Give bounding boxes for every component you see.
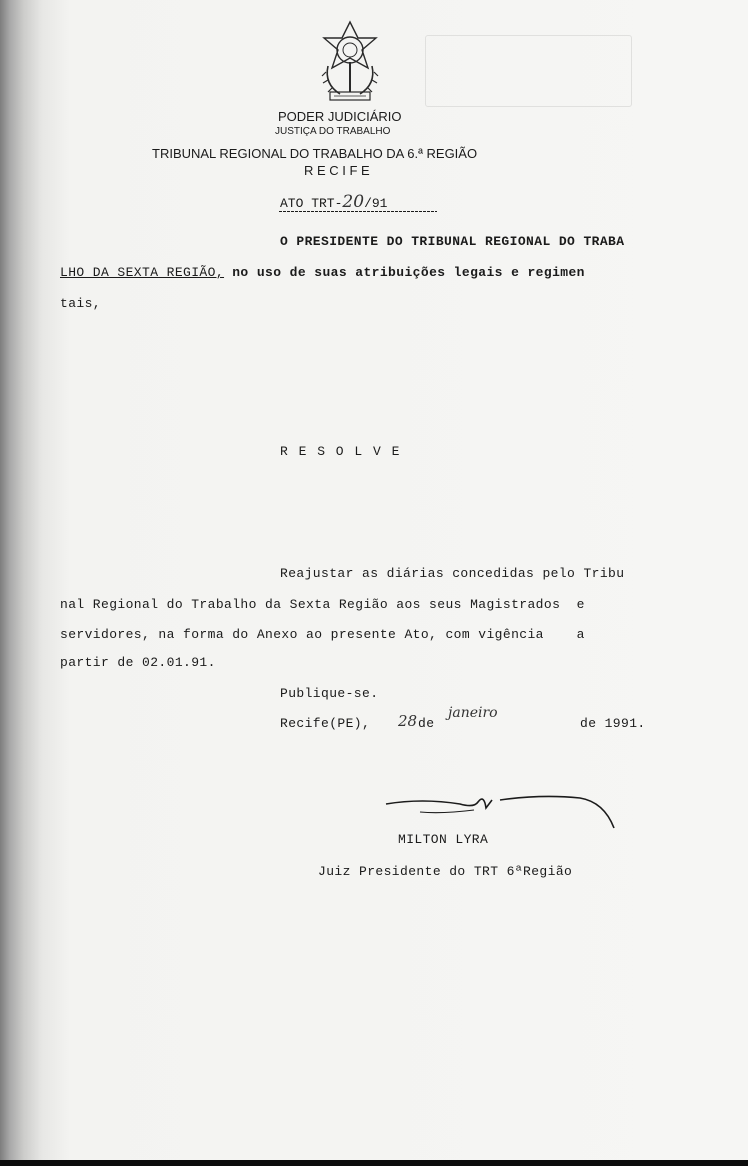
act-number — [280, 192, 387, 212]
act-suffix: /91 — [364, 196, 388, 211]
preamble-subject: LHO DA SEXTA REGIÃO, — [60, 265, 225, 280]
decision-line-3: servidores, na forma do Anexo ao presente Ato, com vigência a — [60, 627, 585, 642]
publish-line: Publique-se. — [280, 686, 379, 701]
decision-line-2: nal Regional do Trabalho da Sexta Região aos seus Magistrados e — [60, 597, 585, 612]
date-de: de — [418, 716, 435, 731]
preamble-line-2 — [60, 265, 585, 280]
page-bottom-edge — [0, 1160, 748, 1166]
preamble-line-3: tais, — [60, 296, 102, 311]
signer-name: MILTON LYRA — [398, 832, 489, 847]
header-labor-justice: JUSTIÇA DO TRABALHO — [275, 126, 391, 137]
date-place: Recife(PE), — [280, 716, 371, 731]
bleed-through-stamp — [425, 35, 632, 107]
resolve-heading: R E S O L V E — [280, 444, 401, 459]
coat-of-arms-emblem — [314, 18, 386, 106]
header-tribunal: TRIBUNAL REGIONAL DO TRABALHO DA 6.ª REGIÃO — [152, 146, 478, 161]
date-year: de 1991. — [580, 716, 646, 731]
act-handwritten-number: 20 — [342, 192, 365, 212]
signer-title: Juiz Presidente do TRT 6ªRegião — [318, 864, 573, 879]
handwritten-signature — [382, 790, 622, 830]
date-day: 28 — [398, 712, 418, 730]
header-judiciary: PODER JUDICIÁRIO — [278, 109, 402, 124]
decision-line-4: partir de 02.01.91. — [60, 655, 216, 670]
act-prefix: ATO TRT- — [280, 196, 343, 211]
act-underline — [279, 210, 439, 213]
header-city: R E C I F E — [304, 163, 370, 178]
decision-line-1: Reajustar as diárias concedidas pelo Tribu — [280, 566, 625, 581]
date-month: janeiro — [448, 705, 498, 721]
preamble-line-1: O PRESIDENTE DO TRIBUNAL REGIONAL DO TRABA — [280, 234, 625, 249]
preamble-text: no uso de suas atribuições legais e regimen — [224, 265, 585, 280]
